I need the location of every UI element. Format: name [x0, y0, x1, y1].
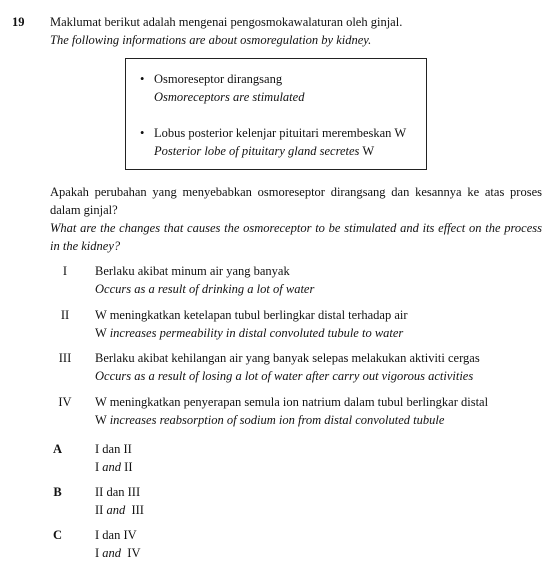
box-item-2-english-plain: W — [359, 144, 375, 159]
option-a-english — [95, 458, 133, 476]
statement-4-english-italic: increases reabsorption of sodium ion from distal convoluted tubule — [109, 413, 445, 428]
option-a-text — [95, 440, 133, 476]
stem-english: The following informations are about osmoregulation by kidney. — [50, 33, 372, 48]
box-item-2-text — [154, 124, 424, 160]
statement-4-english-lead: W — [95, 413, 110, 428]
option-b-letter: B — [53, 485, 62, 499]
statement-2-text — [95, 306, 545, 342]
statement-3-english-italic: Occurs as a result of losing a lot of water after carry out vigorous activities — [95, 369, 474, 384]
option-c-english-first: I — [95, 546, 103, 561]
statement-3-number: III — [58, 351, 72, 365]
prompt-english: What are the changes that causes the osmoreceptor to be stimulated and its effect on the process in the kidney? — [50, 221, 542, 254]
statement-2-english-lead: W — [95, 326, 110, 341]
prompt-malay: Apakah perubahan yang menyebabkan osmoreseptor dirangsang dan kesannya ke atas proses dalam ginjal? — [50, 185, 542, 218]
statement-3-english — [95, 367, 545, 385]
statement-3-malay: Berlaku akibat kehilangan air yang banyak selepas melakukan aktiviti cergas — [95, 351, 480, 365]
bullet-icon: • — [140, 126, 145, 140]
statement-1-text — [95, 262, 545, 298]
stem-malay: Maklumat berikut adalah mengenai pengosmokawalaturan oleh ginjal. — [50, 15, 403, 29]
option-a-english-second: II — [121, 460, 133, 475]
statement-4-english — [95, 411, 545, 429]
option-a-english-and: and — [102, 460, 122, 475]
box-item-1-english: Osmoreceptors are stimulated — [154, 90, 305, 105]
option-c-malay: I dan IV — [95, 528, 137, 542]
bullet-icon: • — [140, 72, 145, 86]
option-a-letter: A — [52, 442, 63, 456]
statement-1-english-italic: Occurs as a result of drinking a lot of water — [95, 282, 315, 297]
option-c-text — [95, 526, 141, 562]
statement-2-number: II — [60, 308, 70, 322]
option-b-english-first: II — [95, 503, 107, 518]
statement-1-number: I — [62, 264, 68, 278]
box-item-2-english — [154, 142, 424, 160]
statement-4-malay: W meningkatkan penyerapan semula ion natrium dalam tubul berlingkar distal — [95, 395, 489, 409]
option-b-english-second: III — [125, 503, 144, 518]
statement-2-english-italic: increases permeability in distal convoluted tubule to water — [109, 326, 404, 341]
statement-2-malay: W meningkatkan ketelapan tubul berlingkar distal terhadap air — [95, 308, 408, 322]
statement-4-text — [95, 393, 545, 429]
option-c-english-second: IV — [121, 546, 141, 561]
question-number: 19 — [12, 15, 25, 29]
question-stem — [50, 13, 540, 49]
box-item-2-english-italic: Posterior lobe of pituitary gland secretes — [154, 144, 360, 159]
option-a-malay: I dan II — [95, 442, 132, 456]
statement-2-english — [95, 324, 545, 342]
question-prompt — [50, 183, 542, 256]
option-b-english — [95, 501, 144, 519]
option-b-text — [95, 483, 144, 519]
statement-1-english — [95, 280, 545, 298]
option-c-english-and: and — [102, 546, 122, 561]
box-item-1-text — [154, 70, 424, 106]
option-b-malay: II dan III — [95, 485, 141, 499]
statement-1-malay: Berlaku akibat minum air yang banyak — [95, 264, 290, 278]
option-c-letter: C — [52, 528, 63, 542]
box-item-1-malay: Osmoreseptor dirangsang — [154, 72, 283, 86]
information-box — [125, 58, 427, 170]
statement-3-text — [95, 349, 545, 385]
option-a-english-first: I — [95, 460, 103, 475]
statement-4-number: IV — [58, 395, 72, 409]
box-item-2-malay: Lobus posterior kelenjar pituitari merembeskan W — [154, 126, 407, 140]
option-b-english-and: and — [106, 503, 126, 518]
option-c-english — [95, 544, 141, 562]
